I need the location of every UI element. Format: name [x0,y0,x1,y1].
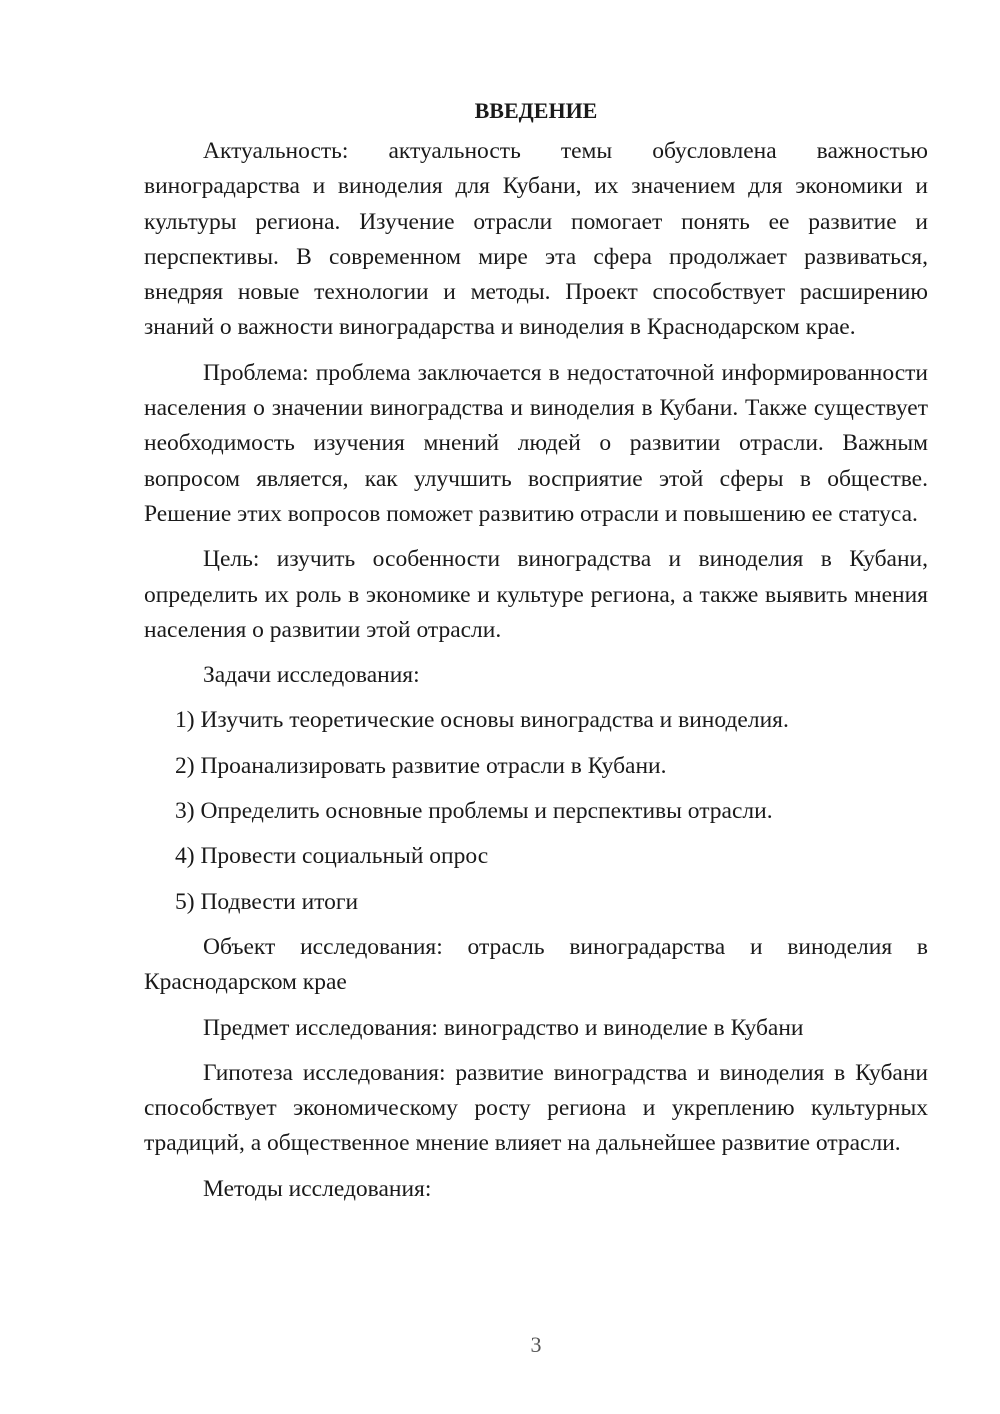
tasks-heading: Задачи исследования: [203,662,420,689]
hypothesis-paragraph: Гипотеза исследования: развитие виноградства и виноделия в Кубани способствует экономическому росту региона и укреплению культурных традиций, а общественное мнение влияет на дальнейшее развитие отрасли. [144,1059,928,1157]
task-item: 4) Провести социальный опрос [175,843,489,870]
page-title: ВВЕДЕНИЕ [474,98,598,123]
methods-heading: Методы исследования: [203,1175,432,1202]
subject-paragraph: Предмет исследования: виноградство и виноделие в Кубани [203,1014,804,1041]
task-item: 2) Проанализировать развитие отрасли в Кубани. [175,752,667,779]
task-item: 5) Подвести итоги [175,888,359,915]
goal-paragraph: Цель: изучить особенности виноградства и виноделия в Кубани, определить их роль в экономике и культуре региона, а также выявить мнения населения о развитии этой отрасли. [144,546,928,643]
problem-paragraph: Проблема: проблема заключается в недостаточной информированности населения о значении виноградства и виноделия в Кубани. Также существует необходимость изучения мнений людей о развитии отрасли. Важным вопросом является, как улучшить восприятие этой сферы в обществе. Решение этих вопросов поможет развитию отрасли и повышению ее статуса. [144,359,928,527]
page-number: 3 [530,1332,542,1357]
task-item: 3) Определить основные проблемы и перспективы отрасли. [175,798,773,825]
task-item: 1) Изучить теоретические основы виноградства и виноделия. [175,707,789,734]
relevance-paragraph: Актуальность: актуальность темы обусловлена важностью виноградарства и виноделия для Кубани, их значением для экономики и культуры региона. Изучение отрасли помогает понять ее развитие и перспективы. В современном мире эта сфера продолжает развиваться, внедряя новые технологии и методы. Проект способствует расширению знаний о важности виноградарства и виноделия в Краснодарском крае. [144,138,928,341]
object-paragraph: Объект исследования: отрасль виноградарства и виноделия в Краснодарском крае [144,933,928,996]
page-content [144,96,928,1217]
